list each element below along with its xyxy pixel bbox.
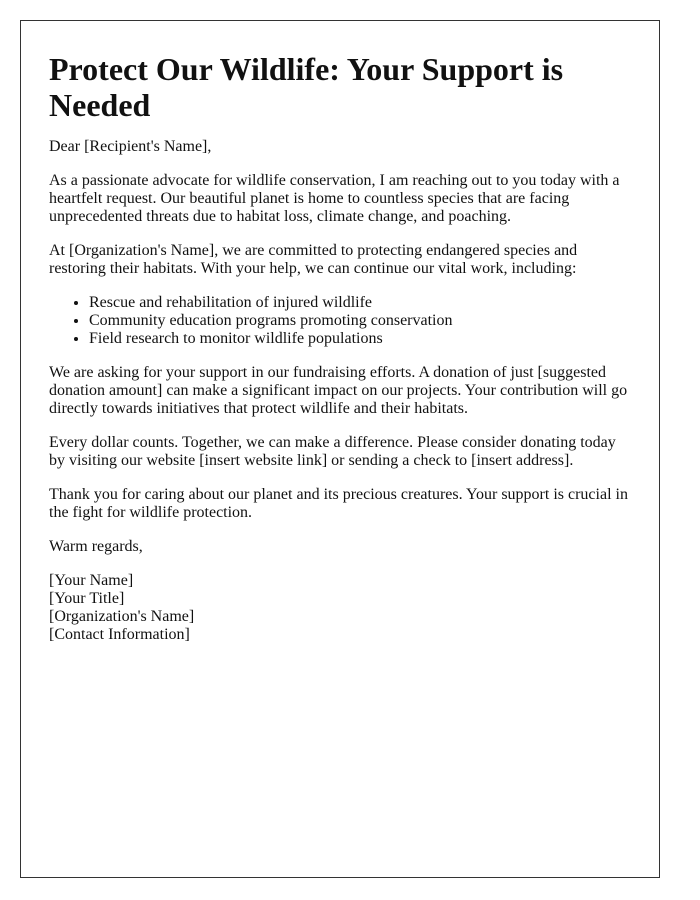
work-list	[49, 294, 631, 348]
paragraph-thanks: Thank you for caring about our planet and its precious creatures. Your support is crucial in the fight for wildlife protection.	[49, 486, 628, 521]
salutation: Dear [Recipient's Name],	[49, 138, 212, 155]
list-item: • Rescue and rehabilitation of injured wildlife	[89, 294, 631, 312]
letter-title: Protect Our Wildlife: Your Support is Needed	[49, 51, 564, 123]
closing: Warm regards,	[49, 538, 143, 555]
signature-organization: [Organization's Name]	[49, 608, 195, 625]
paragraph-intro: As a passionate advocate for wildlife conservation, I am reaching out to you today with a heartfelt request. Our beautiful planet is home to countless species that are facing unprecedented threats due to habitat loss, climate change, and poaching.	[49, 172, 620, 225]
signature-block	[49, 572, 631, 644]
list-item: • Community education programs promoting conservation	[89, 312, 631, 330]
paragraph-call-to-action: Every dollar counts. Together, we can make a difference. Please consider donating today by visiting our website [insert website link] or sending a check to [insert address].	[49, 434, 616, 469]
signature-title: [Your Title]	[49, 590, 125, 607]
signature-contact: [Contact Information]	[49, 626, 190, 643]
paragraph-donation: We are asking for your support in our fundraising efforts. A donation of just [suggested donation amount] can make a significant impact on our projects. Your contribution will go directly towards initiatives that protect wildlife and their habitats.	[49, 364, 628, 417]
letter-page	[20, 20, 660, 878]
list-item: • Field research to monitor wildlife populations	[89, 330, 631, 348]
signature-name: [Your Name]	[49, 572, 134, 589]
paragraph-organization: At [Organization's Name], we are committed to protecting endangered species and restoring their habitats. With your help, we can continue our vital work, including:	[49, 242, 578, 277]
